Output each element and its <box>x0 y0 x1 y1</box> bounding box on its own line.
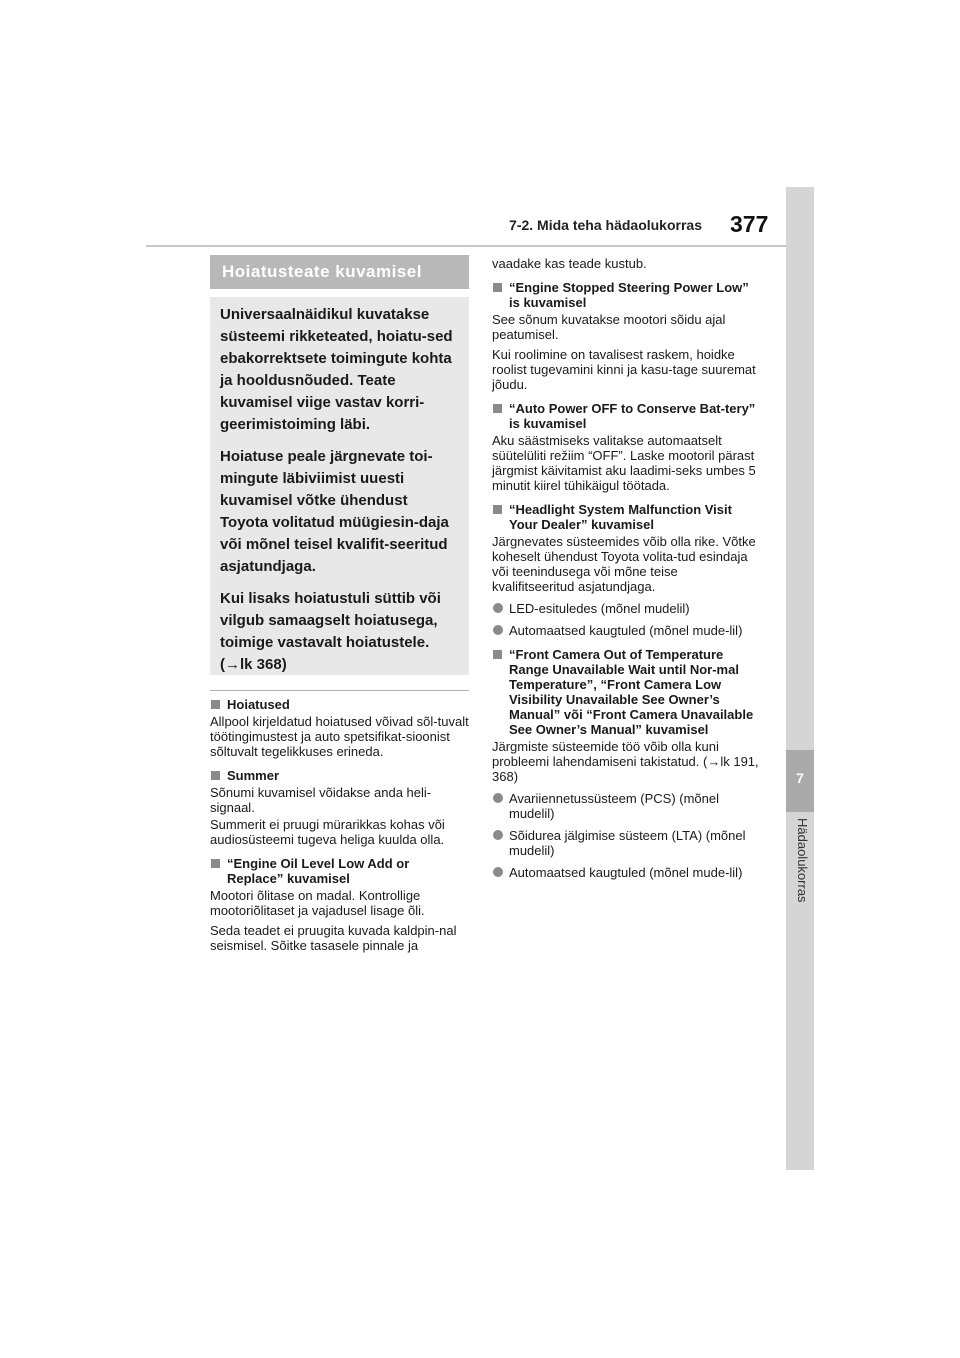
info-paragraph: Hoiatuse peale järgnevate toi-mingute läbiviimist uuesti kuvamisel võtke ühendust Toyota volitatud müügiesin-daja või mõnel teisel kvalifit-seeritud asjatundjaga. <box>220 448 449 575</box>
subsection-heading-text: Summer <box>227 768 280 783</box>
body-paragraph: Summerit ei pruugi mürarikkas kohas või audiosüsteemi tugeva heliga kuulda olla. <box>210 817 445 847</box>
square-bullet-icon <box>493 650 502 659</box>
left-column <box>210 697 469 953</box>
continuation-paragraph: vaadake kas teade kustub. <box>492 256 647 271</box>
body-paragraph: Järgnevates süsteemides võib olla rike. Võtke koheselt ühendust Toyota volita-tud esindaja või teenindusega või mõne teise kvalifitseeritud asjatundjaga. <box>492 534 756 594</box>
round-bullet-icon <box>493 830 503 840</box>
list-item-text: Avariiennetussüsteem (PCS) (mõnel mudelil) <box>509 791 720 821</box>
side-tab-chapter-number: 7 <box>796 770 804 786</box>
subsection-heading <box>210 856 469 886</box>
list-item <box>492 791 760 821</box>
body-paragraph: Kui roolimine on tavalisest raskem, hoidke roolist tugevamini kinni ja kasu-tage suuremat jõudu. <box>492 347 756 392</box>
subsection-heading-text: “Engine Oil Level Low Add or Replace” kuvamisel <box>227 856 410 886</box>
column-divider <box>210 690 469 691</box>
body-paragraph: Mootori õlitase on madal. Kontrollige mootoriõlitaset ja vajadusel lisage õli. <box>210 888 425 918</box>
subsection-heading <box>492 502 760 532</box>
subsection-heading-text: “Auto Power OFF to Conserve Bat-tery” is kuvamisel <box>509 401 756 431</box>
subsection-heading-text: “Engine Stopped Steering Power Low” is kuvamisel <box>509 280 749 310</box>
list-item <box>492 865 760 880</box>
info-paragraph: Universaalnäidikul kuvatakse süsteemi rikketeated, hoiatu-sed ebakorrektsete toimingute kohta ja hooldusnõuded. Teate kuvamisel viige vastav korri-geerimistoiming läbi. <box>220 306 453 433</box>
square-bullet-icon <box>493 283 502 292</box>
section-heading: Hoiatusteate kuvamisel <box>210 255 469 289</box>
list-item <box>492 601 760 616</box>
square-bullet-icon <box>493 505 502 514</box>
round-bullet-icon <box>493 793 503 803</box>
subsection-heading <box>210 697 469 712</box>
body-paragraph: Järgmiste süsteemide töö võib olla kuni probleemi lahendamiseni takistatud. (→lk 191, 368) <box>492 739 759 784</box>
subsection-heading-text: “Headlight System Malfunction Visit Your Dealer” kuvamisel <box>509 502 732 532</box>
subsection-heading <box>492 280 760 310</box>
body-paragraph: Allpool kirjeldatud hoiatused võivad sõl-tuvalt töötingimustest ja auto spetsifikat-sioonist sõltuvalt tegelikkuses erineda. <box>210 714 469 759</box>
body-paragraph: See sõnum kuvatakse mootori sõidu ajal peatumisel. <box>492 312 726 342</box>
square-bullet-icon <box>211 771 220 780</box>
list-item-text: Automaatsed kaugtuled (mõnel mude-lil) <box>509 865 743 880</box>
body-paragraph: Sõnumi kuvamisel võidakse anda heli-signaal. <box>210 785 432 815</box>
list-item <box>492 828 760 858</box>
square-bullet-icon <box>211 859 220 868</box>
round-bullet-icon <box>493 867 503 877</box>
list-item-text: Sõidurea jälgimise süsteem (LTA) (mõnel mudelil) <box>509 828 746 858</box>
subsection-heading-text: “Front Camera Out of Temperature Range Unavailable Wait until Nor-mal Temperature”, “Front Camera Low Visibility Unavailable See Owner’s Manual” või “Front Camera Unavailable See Owner’s Manual” kuvamisel <box>509 647 754 737</box>
subsection-heading <box>492 401 760 431</box>
list-item-text: LED-esituledes (mõnel mudelil) <box>509 601 690 616</box>
square-bullet-icon <box>211 700 220 709</box>
chapter-header-title: 7-2. Mida teha hädaolukorras <box>509 217 702 233</box>
subsection-heading <box>210 768 469 783</box>
page-number: 377 <box>730 211 769 237</box>
side-tab-upper <box>786 187 814 750</box>
right-column <box>492 256 760 880</box>
subsection-heading-text: Hoiatused <box>227 697 290 712</box>
body-paragraph: Seda teadet ei pruugita kuvada kaldpin-nal seismisel. Sõitke tasasele pinnale ja <box>210 923 457 953</box>
list-item-text: Automaatsed kaugtuled (mõnel mude-lil) <box>509 623 743 638</box>
round-bullet-icon <box>493 603 503 613</box>
header-divider <box>146 245 786 247</box>
subsection-heading <box>492 647 760 737</box>
body-paragraph: Aku säästmiseks valitakse automaatselt süütelüliti režiim “OFF”. Laske mootoril pärast järgmist käivitamist aku laadimi-seks umbes 5 minutit kiirel tühikäigul töötada. <box>492 433 756 493</box>
list-item <box>492 623 760 638</box>
round-bullet-icon <box>493 625 503 635</box>
info-box <box>210 297 469 675</box>
square-bullet-icon <box>493 404 502 413</box>
info-paragraph: Kui lisaks hoiatustuli süttib või vilgub samaagselt hoiatusega, toimige vastavalt hoiatustele. (→lk 368) <box>220 590 441 673</box>
side-tab-chapter-label: Hädaolukorras <box>795 818 810 903</box>
